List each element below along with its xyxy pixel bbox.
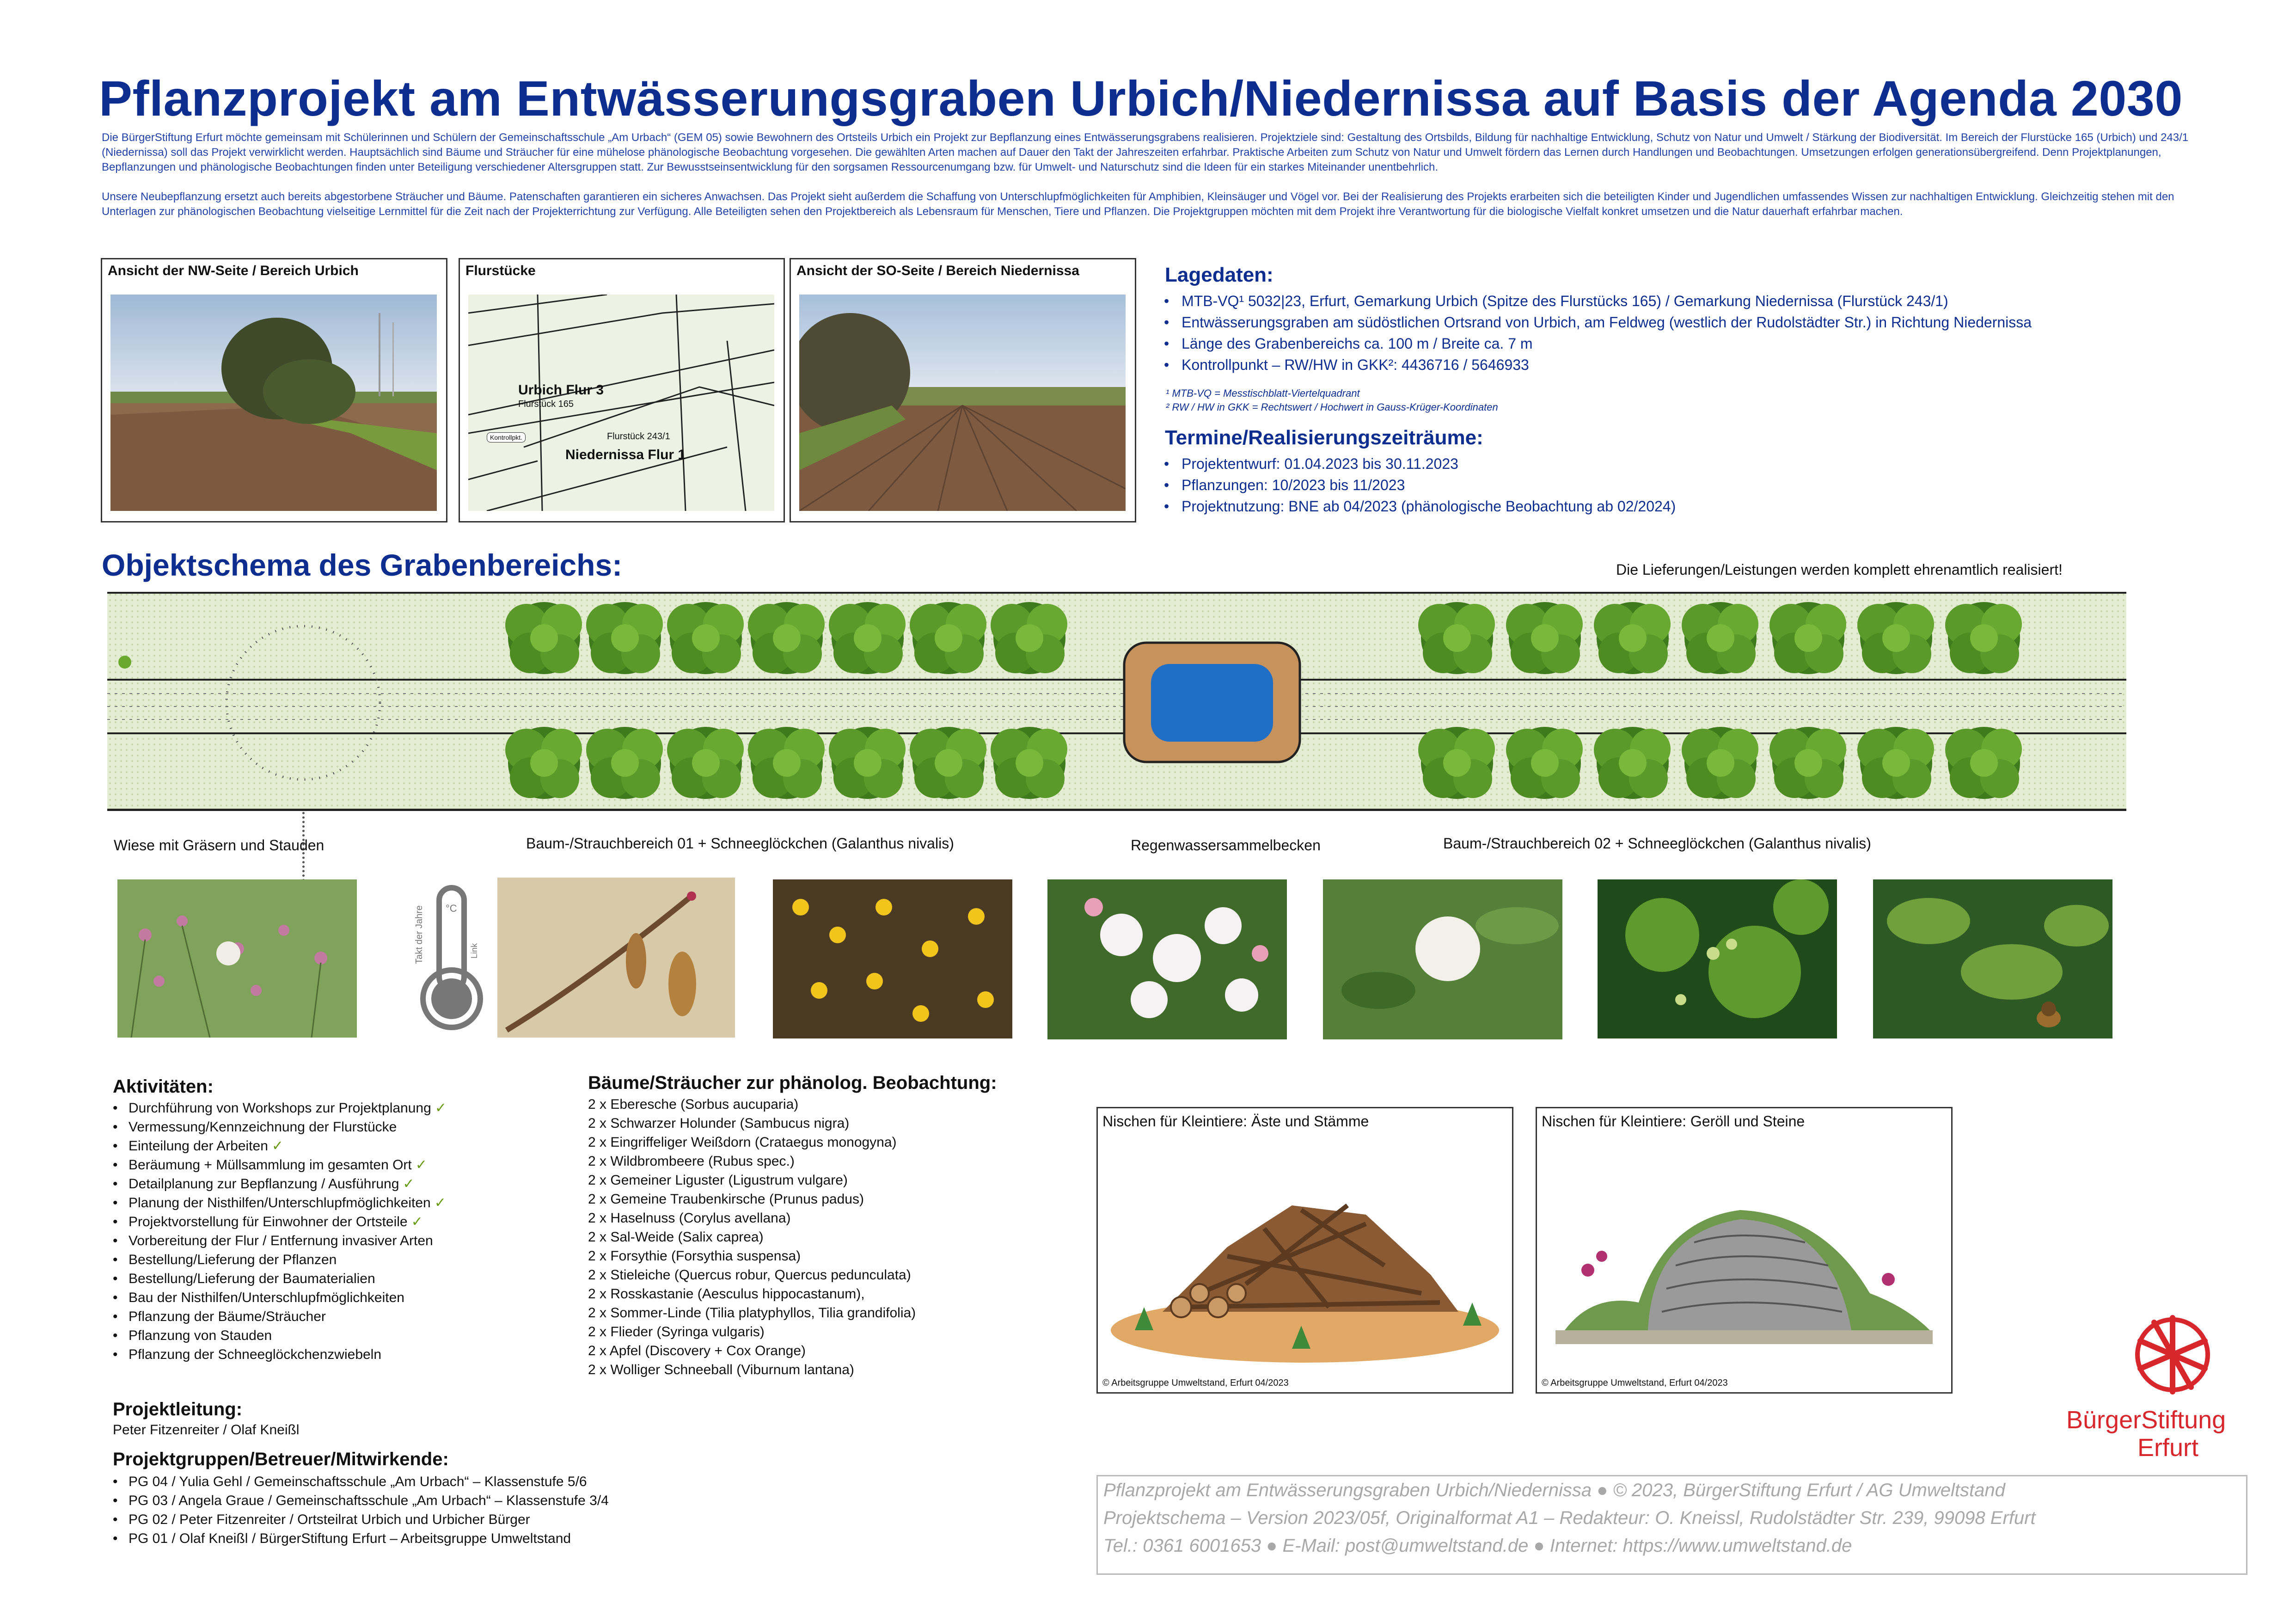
gruppe-item: • PG 03 / Angela Graue / Gemeinschaftsschule „Am Urbach“ – Klassenstufe 3/4 [113,1491,609,1510]
aktivitaet-text: Detailplanung zur Bepflanzung / Ausführung [129,1176,399,1192]
map-label-kontrollpunkt: Kontrollpkt. [487,432,526,442]
photo-eiche [1873,879,2112,1038]
photo-linde [1598,879,1837,1038]
map-label-urbich: Urbich Flur 3 [518,382,604,398]
nw-photo [110,295,437,511]
termine-heading: Termine/Realisierungszeiträume: [1165,426,1483,449]
imprint-line: Tel.: 0361 6001653 ● E-Mail: post@umweltstand.de ● Internet: https://www.umweltstand.de [1103,1536,1852,1556]
lagedaten-heading: Lagedaten: [1165,264,1274,286]
photo-apfelbluete [1047,879,1287,1039]
imprint-line: Pflanzprojekt am Entwässerungsgraben Urbich/Niedernissa ● © 2023, BürgerStiftung Erfurt / AG Umweltstand [1103,1480,2005,1500]
nische-steine-caption: Nischen für Kleintiere: Geröll und Steine [1542,1113,1805,1130]
plant-item: 2 x Eingriffeliger Weißdorn (Crataegus monogyna) [588,1135,897,1150]
label-becken: Regenwassersammelbecken [1131,837,1321,854]
graben-schema-drawing [107,592,2126,811]
imprint-box [1096,1475,2247,1575]
aktivitaet-item [113,1288,447,1307]
photo-haselnuss [497,878,735,1038]
plant-item: 2 x Sal-Weide (Salix caprea) [588,1229,764,1245]
aktivitaet-text: Beräumung + Müllsammlung im gesamten Ort [129,1157,412,1173]
panel-nw-view [101,258,447,522]
panel-so-caption: Ansicht der SO-Seite / Bereich Niedernissa [796,263,1079,278]
aktivitaet-item [113,1231,447,1250]
plant-item: 2 x Gemeine Traubenkirsche (Prunus padus) [588,1192,864,1207]
aktivitaet-text: Bestellung/Lieferung der Pflanzen [129,1252,337,1267]
aktivitaet-text: Pflanzung von Stauden [129,1328,272,1343]
intro-paragraph-1: Die BürgerStiftung Erfurt möchte gemeinsam mit Schülerinnen und Schülern der Gemeinschaftsschule „Am Urbach“ (GEM 05) sowie Bewohnern des Ortsteils Urbich ein Projekt zur Bepflanzung eines Entwässerungsgrabens realisieren. Projektziele sind: Gestaltung des Ortsbilds, Bildung für nachhaltige Entwicklung, Schutz von Natur und Umwelt / Stärkung der Biodiversität. Im Bereich der Flurstücke 165 (Urbich) und 243/1 (Niedernissa) soll das Projekt verwirklicht werden. Hauptsächlich sind Bäume und Sträucher für eine mühelose phänologische Beobachtung vorgesehen. Die gewählten Arten machen auf Dauer den Takt der Jahreszeiten erfahrbar. Praktische Arbeiten zum Schutz von Natur und Umwelt fördern das Lernen durch Handlungen und Beobachtungen. Umsetzungen erfolgen generationsübergreifend. Denn Projektplanungen, Bepflanzungen und phänologische Beobachtungen finden unter Beteiligung verschiedener Altersgruppen statt. Zur Bewusstseinsentwicklung für den sorgsamen Ressourcenumgang bzw. für Umwelt- und Naturschutz sind die Ideen für ein starkes Miteinander unentbehrlich. [102,131,2189,173]
nische-steine-credit: © Arbeitsgruppe Umweltstand, Erfurt 04/2023 [1542,1378,1728,1388]
so-photo [799,295,1126,511]
aktivitaet-text: Bestellung/Lieferung der Baumaterialien [129,1271,375,1286]
plant-item: 2 x Sommer-Linde (Tilia platyphyllos, Tilia grandifolia) [588,1305,916,1321]
check-icon: ✓ [411,1214,423,1229]
plants-heading: Bäume/Sträucher zur phänolog. Beobachtung: [588,1073,997,1093]
gruppen-heading: Projektgruppen/Betreuer/Mitwirkende: [113,1449,449,1469]
buergerstiftung-logo-icon [2131,1313,2214,1396]
graben-schema [107,592,2126,811]
check-icon: ✓ [271,1138,284,1154]
aktivitaet-text: Projektvorstellung für Einwohner der Ortsteile [129,1214,408,1229]
plant-item: 2 x Gemeiner Liguster (Ligustrum vulgare) [588,1173,848,1188]
label-wiese: Wiese mit Gräsern und Stauden [114,837,325,854]
aktivitaet-item [113,1250,447,1269]
aktivitaet-item [113,1307,447,1326]
lagedaten-list [1161,290,2032,375]
aktivitaet-item [113,1174,447,1193]
check-icon: ✓ [435,1100,447,1116]
aktivitaet-item [113,1193,447,1212]
map-label-flst165: Flurstück 165 [518,399,574,409]
plants-list [588,1095,916,1379]
aktivitaet-item [113,1326,447,1345]
plant-item: 2 x Stieleiche (Quercus robur, Quercus pedunculata) [588,1267,911,1283]
logo-text-line1: BürgerStiftung [2066,1406,2226,1434]
plant-item: 2 x Schwarzer Holunder (Sambucus nigra) [588,1116,850,1131]
aktivitaet-item [113,1137,447,1155]
check-icon: ✓ [434,1195,446,1210]
plant-item: 2 x Wildbrombeere (Rubus spec.) [588,1154,795,1169]
nische-aeste-panel [1096,1107,1513,1394]
panel-so-view [790,258,1136,522]
gruppe-item: • PG 01 / Olaf Kneißl / BürgerStiftung Erfurt – Arbeitsgruppe Umweltstand [113,1529,609,1548]
aktivitaet-text: Vorbereitung der Flur / Entfernung invasiver Arten [129,1233,433,1248]
map-label-flst243: Flurstück 243/1 [607,431,670,442]
leitung-names: Peter Fitzenreiter / Olaf Kneißl [113,1422,300,1438]
gruppen-list [113,1472,609,1548]
lagedaten-item: • Kontrollpunkt – RW/HW in GKK²: 4436716 / 5646933 [1161,354,2032,375]
thermo-left-label: Takt der Jahre [414,905,424,964]
panel-nw-caption: Ansicht der NW-Seite / Bereich Urbich [108,263,359,278]
gruppe-item: • PG 02 / Peter Fitzenreiter / Ortsteilrat Urbich und Urbicher Bürger [113,1510,609,1529]
nische-aeste-caption: Nischen für Kleintiere: Äste und Stämme [1102,1113,1369,1130]
intro-paragraph-2: Unsere Neubepflanzung ersetzt auch bereits abgestorbene Sträucher und Bäume. Patenschaften garantieren ein sicheres Anwachsen. Das Projekt sieht außerdem die Schaffung von Unterschlupfmöglichkeiten für Amphibien, Kleinsäuger und Vögel vor. Bei der Realisierung des Projekts erarbeiten sich die beteiligten Kinder und Jugendlichen umfassendes Wissen zur nachhaltigen Entwicklung. Gleichzeitig stehen mit den Unterlagen zur phänologischen Beobachtung vielseitige Lernmittel für die Zeit nach der Projekterrichtung zur Verfügung. Alle Beteiligten sehen den Projektbereich als Lebensraum für Menschen, Tiere und Pflanzen. Die Projektgruppen möchten mit dem Projekt ihre Verantwortung für die biologische Vielfalt konkret umsetzen und die Natur dauerhaft erfahrbar machen. [102,190,2174,218]
aktivitaeten-list [113,1099,447,1364]
map-label-niedernissa: Niedernissa Flur 1 [565,447,686,462]
page-title: Pflanzprojekt am Entwässerungsgraben Urbich/Niedernissa auf Basis der Agenda 2030 [99,70,2183,126]
footnote-1: ¹ MTB-VQ = Messtischblatt-Viertelquadrant [1166,387,1360,399]
plant-item: 2 x Eberesche (Sorbus aucuparia) [588,1097,799,1112]
label-bereich-02: Baum-/Strauchbereich 02 + Schneeglöckchen (Galanthus nivalis) [1443,835,1871,852]
flur-map [468,295,774,511]
check-icon: ✓ [403,1176,415,1192]
thermo-unit: °C [446,903,457,914]
aktivitaet-item [113,1345,447,1364]
aktivitaet-text: Planung der Nisthilfen/Unterschlupfmöglichkeiten [129,1195,431,1210]
aktivitaet-item [113,1269,447,1288]
footnote-2: ² RW / HW in GKK = Rechtswert / Hochwert in Gauss-Krüger-Koordinaten [1166,401,1498,413]
aktivitaet-item [113,1099,447,1118]
lagedaten-item: • Länge des Grabenbereichs ca. 100 m / Breite ca. 7 m [1161,333,2032,354]
aktivitaet-text: Pflanzung der Schneeglöckchenzwiebeln [129,1347,382,1362]
aktivitaet-item [113,1118,447,1137]
gruppe-item: • PG 04 / Yulia Gehl / Gemeinschaftsschule „Am Urbach“ – Klassenstufe 5/6 [113,1472,609,1491]
aktivitaet-text: Vermessung/Kennzeichnung der Flurstücke [129,1119,397,1135]
nische-aeste-credit: © Arbeitsgruppe Umweltstand, Erfurt 04/2023 [1102,1378,1289,1388]
panel-flur-caption: Flurstücke [465,263,536,278]
termine-item: • Projektnutzung: BNE ab 04/2023 (phänologische Beobachtung ab 02/2024) [1161,496,1676,517]
photo-wiese [117,879,357,1038]
aktivitaet-text: Durchführung von Workshops zur Projektplanung [129,1100,431,1116]
leitung-heading: Projektleitung: [113,1399,243,1419]
imprint-line: Projektschema – Version 2023/05f, Originalformat A1 – Redakteur: O. Kneissl, Rudolstädter Str. 239, 99098 Erfurt [1103,1508,2036,1528]
lagedaten-item: • Entwässerungsgraben am südöstlichen Ortsrand von Urbich, am Feldweg (westlich der Rudolstädter Str.) in Richtung Niedernissa [1161,312,2032,333]
photo-forsythie [773,879,1012,1038]
plant-item: 2 x Haselnuss (Corylus avellana) [588,1210,791,1226]
schema-heading: Objektschema des Grabenbereichs: [102,548,623,582]
termine-list [1161,453,1676,517]
logo-text-line2: Erfurt [2137,1434,2199,1462]
photo-holunder [1323,879,1562,1039]
termine-item: • Pflanzungen: 10/2023 bis 11/2023 [1161,474,1676,496]
plant-item: 2 x Rosskastanie (Aesculus hippocastanum), [588,1286,865,1302]
schema-note: Die Lieferungen/Leistungen werden komplett ehrenamtlich realisiert! [1616,561,2063,578]
termine-item: • Projektentwurf: 01.04.2023 bis 30.11.2023 [1161,453,1676,474]
aktivitaet-text: Pflanzung der Bäume/Sträucher [129,1309,326,1324]
lagedaten-item: • MTB-VQ¹ 5032|23, Erfurt, Gemarkung Urbich (Spitze des Flurstücks 165) / Gemarkung Niedernissa (Flurstück 243/1) [1161,290,2032,312]
aktivitaeten-heading: Aktivitäten: [113,1076,214,1097]
nische-steine-panel [1536,1107,1953,1394]
panel-flurstuecke [459,258,785,522]
plant-item: 2 x Apfel (Discovery + Cox Orange) [588,1343,806,1358]
aktivitaet-text: Bau der Nisthilfen/Unterschlupfmöglichkeiten [129,1290,404,1305]
plant-item: 2 x Flieder (Syringa vulgaris) [588,1324,765,1339]
nische-aeste-drawing [1107,1155,1503,1367]
plant-item: 2 x Wolliger Schneeball (Viburnum lantana) [588,1362,854,1377]
nische-steine-drawing [1546,1155,1942,1367]
check-icon: ✓ [415,1157,427,1173]
thermometer-graphic [414,883,486,1036]
aktivitaet-item [113,1155,447,1174]
label-bereich-01: Baum-/Strauchbereich 01 + Schneeglöckchen (Galanthus nivalis) [526,835,954,852]
aktivitaet-text: Einteilung der Arbeiten [129,1138,268,1154]
thermo-right-label: Link [470,943,479,959]
plant-item: 2 x Forsythie (Forsythia suspensa) [588,1248,801,1264]
aktivitaet-item [113,1212,447,1231]
